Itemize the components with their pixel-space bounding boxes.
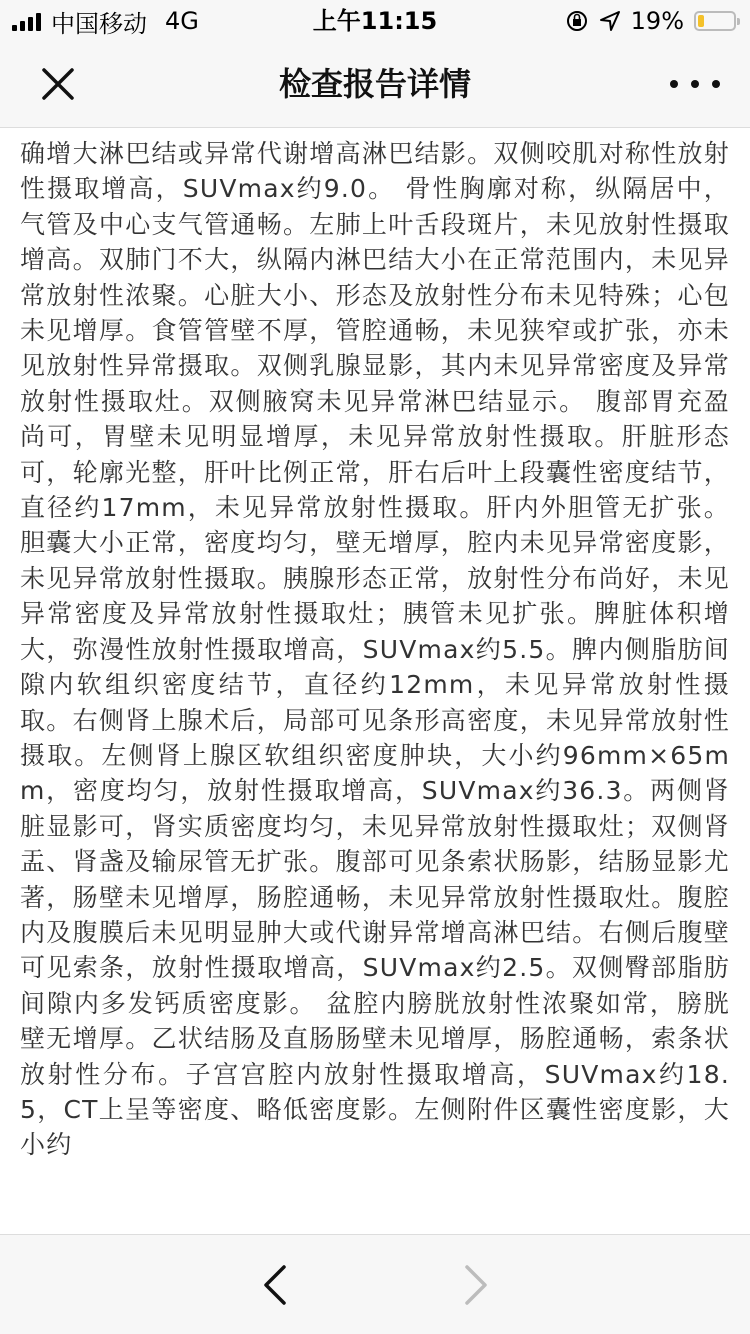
status-time: 上午11:15 — [312, 7, 438, 35]
chevron-right-icon[interactable] — [455, 1263, 495, 1307]
report-content[interactable] — [0, 128, 750, 1234]
rotation-lock-icon — [565, 9, 589, 33]
more-dots-icon[interactable] — [670, 62, 720, 106]
location-icon — [599, 10, 621, 32]
nav-bar — [0, 40, 750, 128]
battery-icon — [694, 11, 736, 31]
status-bar — [0, 0, 750, 40]
battery-percent: 19% — [630, 7, 684, 35]
network-label: 4G — [165, 7, 199, 35]
page-title: 检查报告详情 — [278, 65, 471, 103]
report-text: 确增大淋巴结或异常代谢增高淋巴结影。双侧咬肌对称性放射性摄取增高，SUVmax约9.0。 骨性胸廓对称，纵隔居中，气管及中心支气管通畅。左肺上叶舌段斑片，未见放射性摄取增高。双肺门不大，纵隔内淋巴结大小在正常范围内，未见异常放射性浓聚。心脏大小、形态及放射性分布未见特殊；心包未见增厚。食管管壁不厚，管腔通畅，未见狭窄或扩张，亦未见放射性异常摄取。双侧乳腺显影，其内未见异常密度及异常放射性摄取灶。双侧腋窝未见异常淋巴结显示。 腹部胃充盈尚可，胃壁未见明显增厚，未见异常放射性摄取。肝脏形态可，轮廓光整，肝叶比例正常，肝右后叶上段囊性密度结节，直径约17mm，未见异常放射性摄取。肝内外胆管无扩张。胆囊大小正常，密度均匀，壁无增厚，腔内未见异常密度影，未见异常放射性摄取。胰腺形态正常，放射性分布尚好，未见异常密度及异常放射性摄取灶；胰管未见扩张。脾脏体积增大，弥漫性放射性摄取增高，SUVmax约5.5。脾内侧脂肪间隙内软组织密度结节，直径约12mm，未见异常放射性摄取。右侧肾上腺术后，局部可见条形高密度，未见异常放射性摄取。左侧肾上腺区软组织密度肿块，大小约96mm×65mm，密度均匀，放射性摄取增高，SUVmax约36.3。两侧肾脏显影可，肾实质密度均匀，未见异常放射性摄取灶；双侧肾盂、肾盏及输尿管无扩张。腹部可见条索状肠影，结肠显影尤著，肠壁未见增厚，肠腔通畅，未见异常放射性摄取灶。腹腔内及腹膜后未见明显肿大或代谢异常增高淋巴结。右侧后腹壁可见索条，放射性摄取增高，SUVmax约2.5。双侧臀部脂肪间隙内多发钙质密度影。 盆腔内膀胱放射性浓聚如常，膀胱壁无增厚。乙状结肠及直肠肠壁未见增厚，肠腔通畅，索条状放射性分布。子宫宫腔内放射性摄取增高，SUVmax约18.5，CT上呈等密度、略低密度影。左侧附件区囊性密度影，大小约 — [20, 139, 730, 1160]
bottom-toolbar — [0, 1234, 750, 1334]
chevron-left-icon[interactable] — [256, 1263, 296, 1307]
carrier-label: 中国移动 — [51, 9, 147, 38]
status-right — [565, 6, 736, 36]
battery-level — [698, 15, 704, 27]
